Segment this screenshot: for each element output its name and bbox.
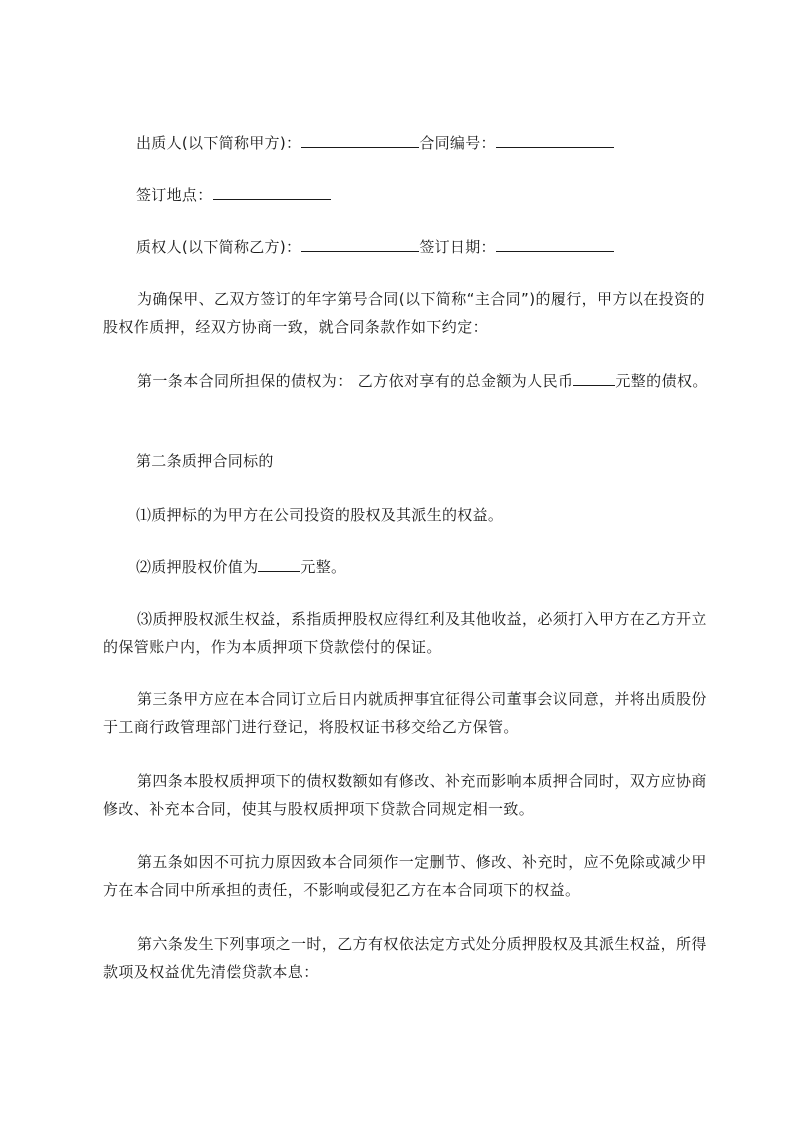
pledgor-blank[interactable] (301, 133, 419, 148)
preamble-paragraph (103, 285, 715, 341)
article-3 (103, 685, 715, 741)
article-1 (103, 367, 715, 395)
article-3-text: 第三条甲方应在本合同订立后日内就质押事宜征得公司董事会议同意，并将出质股份于工商行政管理部门进行登记，将股权证书移交给乙方保管。 (103, 690, 707, 736)
contract-no-blank[interactable] (496, 133, 614, 148)
sign-date-blank[interactable] (496, 237, 614, 252)
article-5 (103, 848, 715, 904)
contract-no-label: 合同编号： (419, 134, 496, 152)
sign-date-label: 签订日期： (419, 238, 496, 256)
article-2-item-3 (103, 605, 715, 661)
article-1-text-end: 元整的债权。 (615, 372, 708, 390)
article-2-item-3-text: ⑶质押股权派生权益，系指质押股权应得红利及其他收益，必须打入甲方在乙方开立的保管账户内，作为本质押项下贷款偿付的保证。 (103, 610, 707, 656)
sign-place-line (136, 185, 331, 205)
sign-place-blank[interactable] (213, 185, 331, 200)
article-6 (103, 930, 715, 986)
pledgor-line (136, 133, 614, 153)
pledgee-blank[interactable] (301, 237, 419, 252)
article-2-title (136, 451, 274, 471)
article-4-text: 第四条本股权质押项下的债权数额如有修改、补充而影响本质押合同时，双方应协商修改、补充本合同，使其与股权质押项下贷款合同规定相一致。 (103, 772, 707, 818)
article-2-item-2-text-end: 元整。 (300, 558, 347, 576)
article-2-title-text: 第二条质押合同标的 (136, 452, 274, 470)
debt-amount-blank[interactable] (573, 371, 615, 386)
equity-value-blank[interactable] (258, 557, 300, 572)
article-2-item-1-text: ⑴质押标的为甲方在公司投资的股权及其派生的权益。 (136, 506, 504, 524)
article-2-item-2-text: ⑵质押股权价值为 (136, 558, 259, 576)
article-1-text: 第一条本合同所担保的债权为： 乙方依对享有的总金额为人民币 (137, 372, 574, 390)
article-4 (103, 767, 715, 823)
article-5-text: 第五条如因不可抗力原因致本合同须作一定删节、修改、补充时，应不免除或减少甲方在本合同中所承担的责任，不影响或侵犯乙方在本合同项下的权益。 (103, 853, 707, 899)
pledgee-label: 质权人(以下简称乙方)： (136, 238, 302, 256)
article-2-item-2 (136, 557, 346, 577)
sign-place-label: 签订地点： (136, 186, 213, 204)
pledgee-line (136, 237, 614, 257)
article-2-item-1 (136, 505, 503, 525)
pledgor-label: 出质人(以下简称甲方)： (136, 134, 302, 152)
article-6-text: 第六条发生下列事项之一时，乙方有权依法定方式处分质押股权及其派生权益，所得款项及权益优先清偿贷款本息： (103, 935, 707, 981)
preamble-text: 为确保甲、乙双方签订的年字第号合同(以下简称“主合同”)的履行，甲方以在投资的股权作质押，经双方协商一致，就合同条款作如下约定： (103, 290, 705, 336)
